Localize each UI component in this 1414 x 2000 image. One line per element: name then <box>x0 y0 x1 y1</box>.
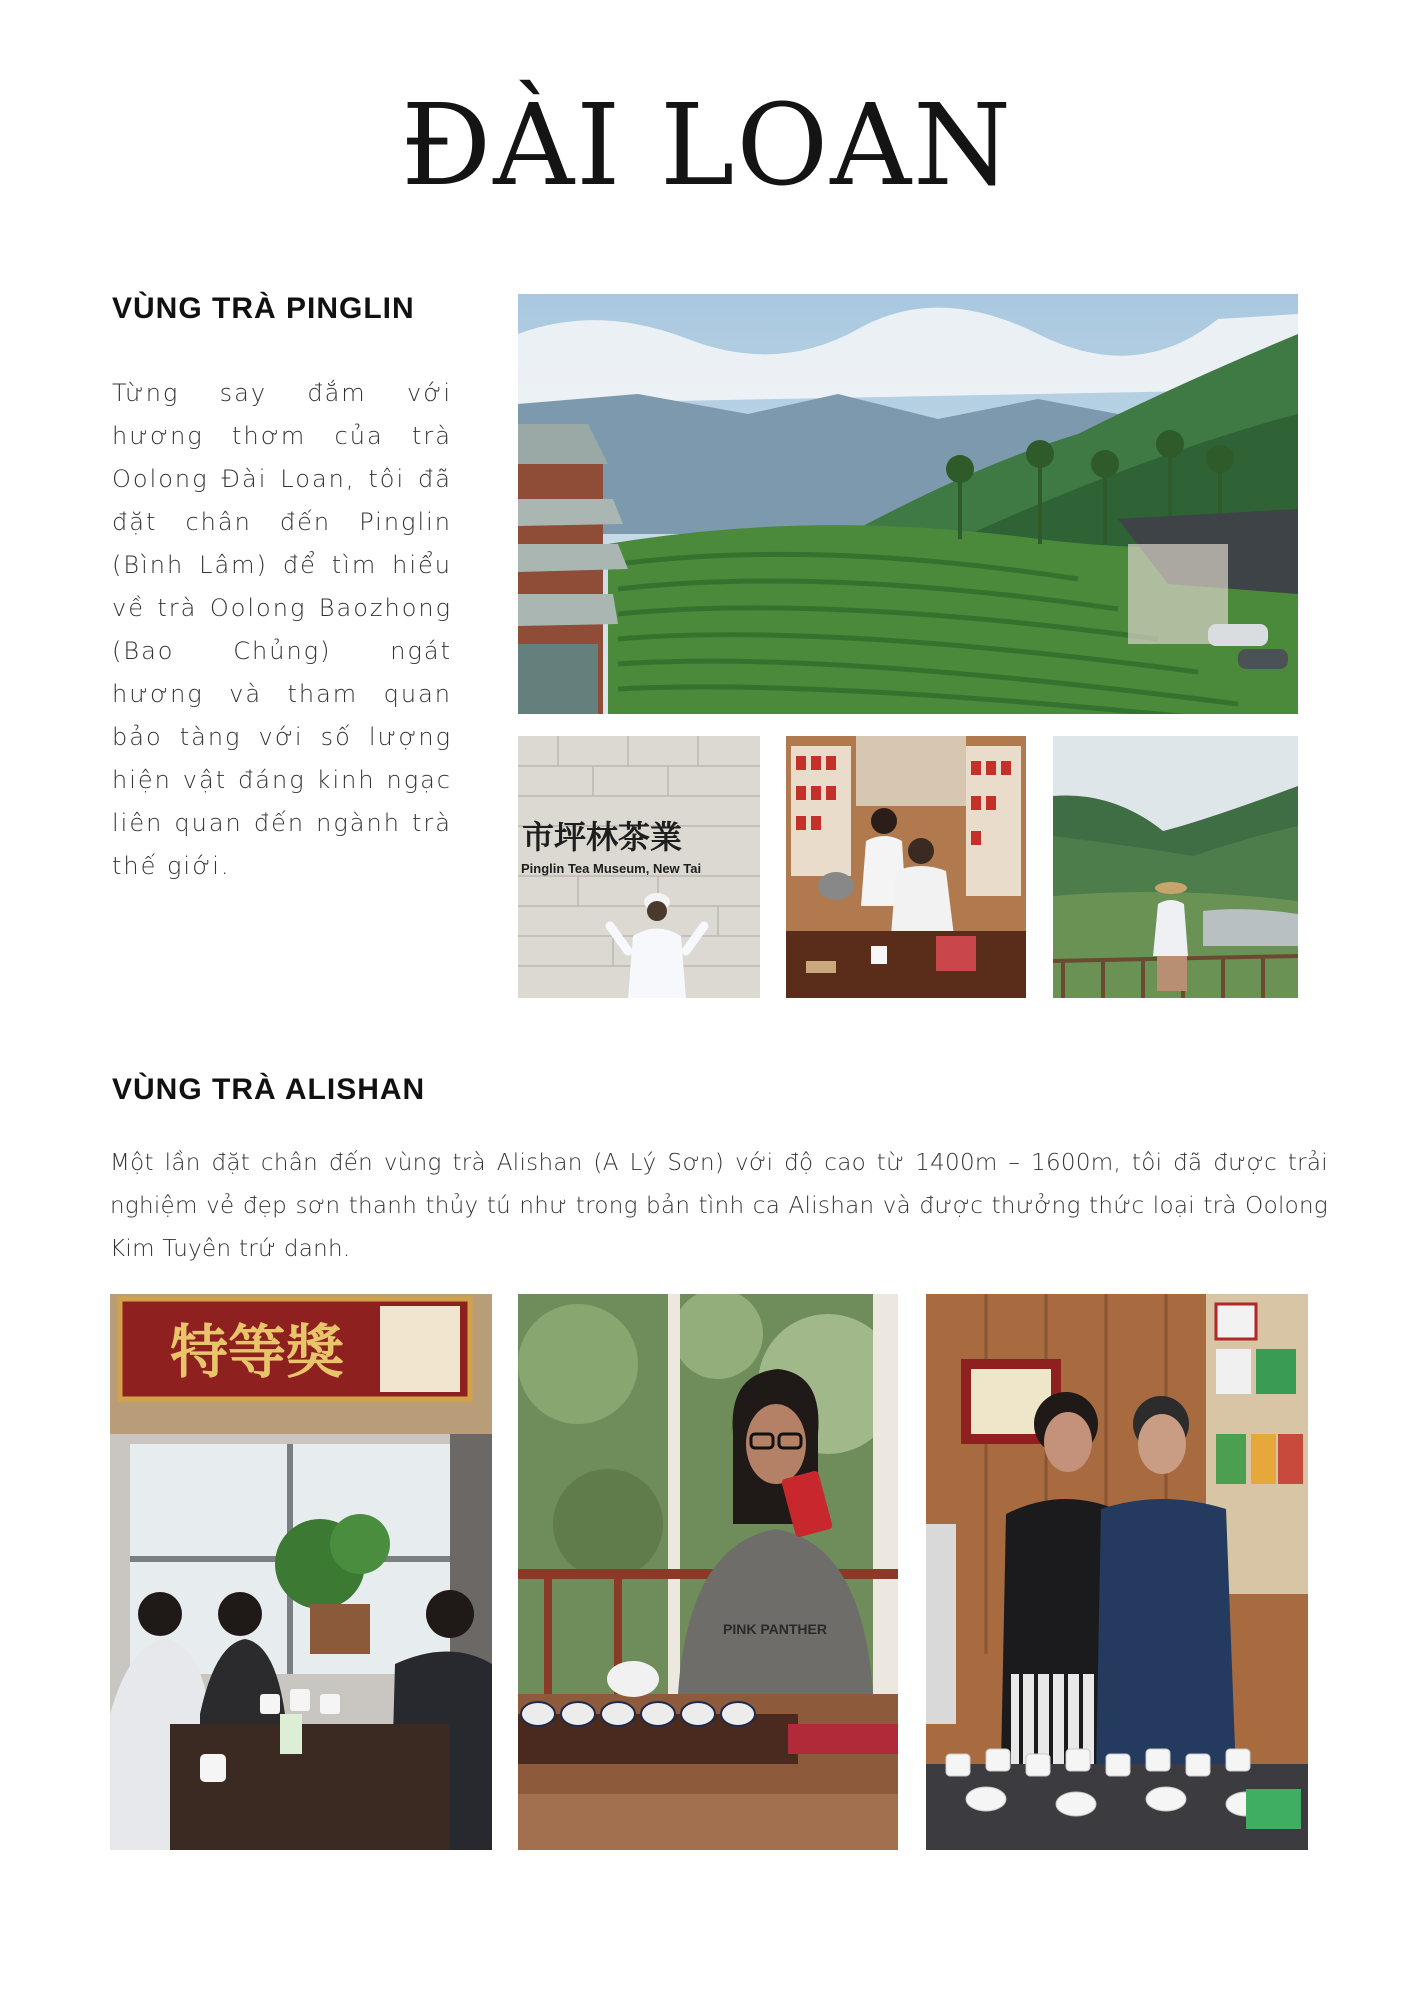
alishan-paragraph: Một lần đặt chân đến vùng trà Alishan (A Lý Sơn) với độ cao từ 1400m – 1600m, tôi đã được trải nghiệm vẻ đẹp sơn thanh thủy tú như trong bản tình ca Alishan và được thưởng thức loại trà Oolong Kim Tuyên trứ danh. <box>110 1150 1328 1262</box>
photo-tea-tasting-group <box>110 1294 492 1850</box>
page-title: ĐÀI LOAN <box>400 81 1014 211</box>
photo-mountain-view <box>1053 736 1298 998</box>
museum-sign-chinese: 市坪林茶業 <box>522 819 683 855</box>
pinglin-paragraph: Từng say đắm với hương thơm của trà Oolong Đài Loan, tôi đã đặt chân đến Pinglin (Bình Lâm) để tìm hiểu về trà Oolong Baozhong (Bao Chủng) ngát hương và tham quan bảo tàng với số lượng hiện vật đáng kinh ngạc liên quan đến ngành trà thế giới. <box>112 379 452 880</box>
photo-tea-museum <box>518 736 760 998</box>
museum-sign-english: Pinglin Tea Museum, New Tai <box>521 861 702 876</box>
section-heading-alishan: VÙNG TRÀ ALISHAN <box>112 1073 426 1106</box>
shirt-text: PINK PANTHER <box>723 1621 827 1637</box>
section-heading-pinglin: VÙNG TRÀ PINGLIN <box>112 292 415 325</box>
photo-woman-tea-cups <box>518 1294 898 1850</box>
photo-tea-shop <box>786 736 1026 998</box>
photo-tea-plantation <box>518 294 1298 714</box>
plaque-chinese: 特等獎 <box>170 1320 345 1385</box>
photo-tea-shop-owners <box>926 1294 1308 1850</box>
